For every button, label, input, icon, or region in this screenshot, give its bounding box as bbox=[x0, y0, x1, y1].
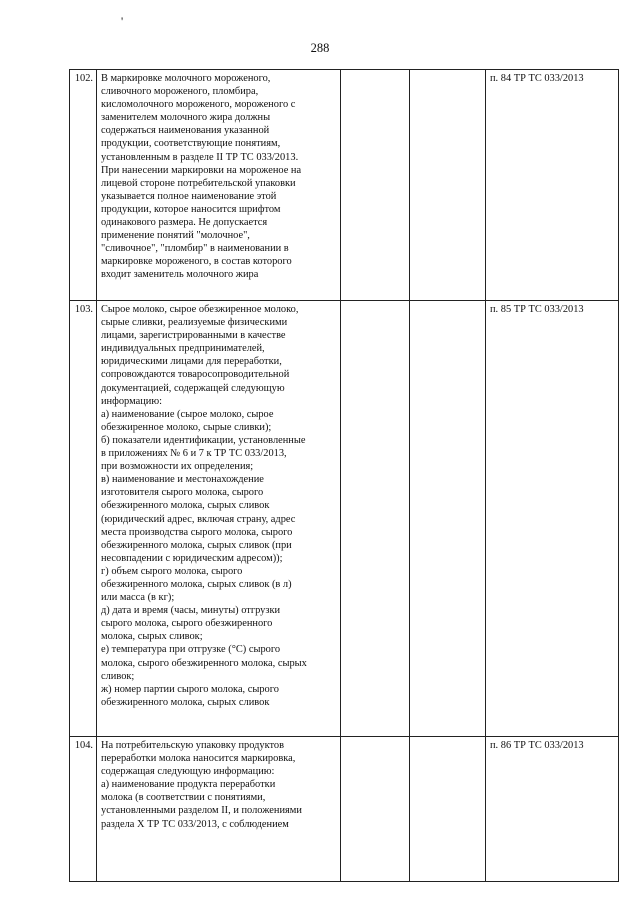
requirements-table bbox=[69, 69, 619, 882]
page-number: 288 bbox=[310, 41, 330, 55]
empty-cell bbox=[410, 737, 486, 882]
requirement-text: Сырое молоко, сырое обезжиренное молоко, сырые сливки, реализуемые физическими лицами, зарегистрированными в качестве индивидуальных предпринимателей, юридическими лицами для переработки, сопровождаются товаросопроводительной документацией, содержащей следующую информацию: а) наименование (сырое молоко, сырое обезжиренное молоко, сырые сливки); б) показатели идентификации, установленные в приложениях № 6 и 7 к ТР ТС 033/2013, при возможности их определения; в) наименование и местонахождение изготовителя сырого молока, сырого обезжиренного молока, сырых сливок (юридический адрес, включая страну, адрес места производства сырого молока, сырого обезжиренного молока, сырых сливок (при несовпадении с юридическим адресом)); г) объем сырого молока, сырого обезжиренного молока, сырых сливок (в л) или масса (в кг); д) дата и время (часы, минуты) отгрузки сырого молока, сырого обезжиренного молока, сырых сливок; е) температура при отгрузке (°C) сырого молока, сырого обезжиренного молока, сырых сливок; ж) номер партии сырого молока, сырого обезжиренного молока, сырых сливок bbox=[97, 301, 341, 737]
margin-mark: ' bbox=[121, 14, 124, 28]
requirement-text: В маркировке молочного мороженого, сливочного мороженого, пломбира, кисломолочного мороженого, мороженого с заменителем молочного жира должны содержаться наименования указанной продукции, соответствующие понятиям, установленным в разделе II ТР ТС 033/2013. При нанесении маркировки на мороженое на лицевой стороне потребительской упаковки указывается полное наименование этой продукции, которое наносится шрифтом одинакового размера. Не допускается применение понятий "молочное", "сливочное", "пломбир" в наименовании в маркировке мороженого, в состав которого входит заменитель молочного жира bbox=[97, 70, 341, 301]
row-number: 104. bbox=[70, 737, 97, 882]
table-row bbox=[70, 70, 619, 301]
reference-cell: п. 84 ТР ТС 033/2013 bbox=[486, 70, 619, 301]
table-row bbox=[70, 737, 619, 882]
empty-cell bbox=[410, 70, 486, 301]
empty-cell bbox=[341, 70, 410, 301]
requirement-text: На потребительскую упаковку продуктов переработки молока наносится маркировка, содержащая следующую информацию: а) наименование продукта переработки молока (в соответствии с понятиями, установленными разделом II, и положениями раздела X ТР ТС 033/2013, с соблюдением bbox=[97, 737, 341, 882]
reference-cell: п. 85 ТР ТС 033/2013 bbox=[486, 301, 619, 737]
row-number: 102. bbox=[70, 70, 97, 301]
empty-cell bbox=[341, 737, 410, 882]
empty-cell bbox=[341, 301, 410, 737]
row-number: 103. bbox=[70, 301, 97, 737]
empty-cell bbox=[410, 301, 486, 737]
table-row bbox=[70, 301, 619, 737]
reference-cell: п. 86 ТР ТС 033/2013 bbox=[486, 737, 619, 882]
